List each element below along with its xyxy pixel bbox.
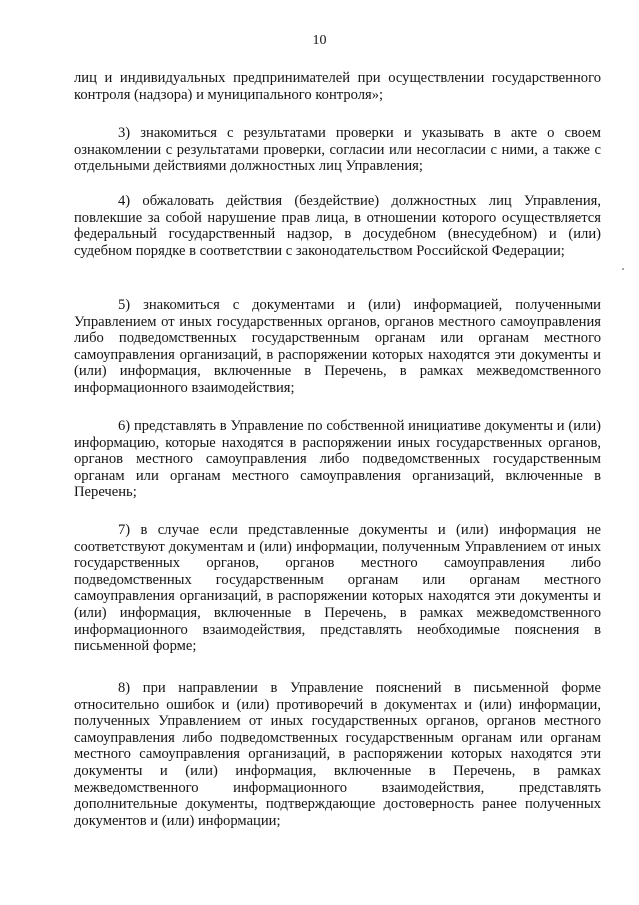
paragraph-item-5: 5) знакомиться с документами и (или) информацией, полученными Управлением от иных государственных органов, органов местного самоуправления либо подведомственных государственным органам или органам местного самоуправления организаций, в распоряжении которых находятся эти документы и (или) информация, включенные в Перечень, в рамках межведомственного информационного взаимодействия; [74, 297, 601, 396]
paragraph-item-8: 8) при направлении в Управление пояснений в письменной форме относительно ошибок и (или) противоречий в документах и (или) информации, полученных Управлением от иных государственных органов, органов местного самоуправления либо подведомственных государственным органам или органам местного самоуправления организаций, в распоряжении которых находятся эти документы и (или) информация, включенные в Перечень, в рамках межведомственного информационного взаимодействия, представлять дополнительные документы, подтверждающие достоверность ранее полученных документов и (или) информации; [74, 680, 601, 829]
paragraph-item-4: 4) обжаловать действия (бездействие) должностных лиц Управления, повлекшие за собой нарушение прав лица, в отношении которого осуществляется федеральный государственный надзор, в досудебном (внесудебном) и (или) судебном порядке в соответствии с законодательством Российской Федерации; [74, 193, 601, 259]
paragraph-continuation: лиц и индивидуальных предпринимателей при осуществлении государственного контроля (надзора) и муниципального контроля»; [74, 70, 601, 103]
paragraph-item-6: 6) представлять в Управление по собственной инициативе документы и (или) информацию, которые находятся в распоряжении иных государственных органов, органов местного самоуправления либо подведомственных государственным органам или органам местного самоуправления организаций, включенные в Перечень; [74, 418, 601, 501]
paragraph-item-7: 7) в случае если представленные документы и (или) информация не соответствуют документам и (или) информации, полученным Управлением от иных государственных органов, органов местного самоуправления либо подведомственных государственным органам или органам местного самоуправления организаций, в распоряжении которых находятся эти документы и (или) информация, включенные в Перечень, в рамках межведомственного информационного взаимодействия, представлять необходимые пояснения в письменной форме; [74, 522, 601, 655]
scan-speck [622, 268, 624, 270]
page-number: 10 [312, 33, 327, 48]
paragraph-item-3: 3) знакомиться с результатами проверки и указывать в акте о своем ознакомлении с результатами проверки, согласии или несогласии с ними, а также с отдельными действиями должностных лиц Управления; [74, 125, 601, 175]
